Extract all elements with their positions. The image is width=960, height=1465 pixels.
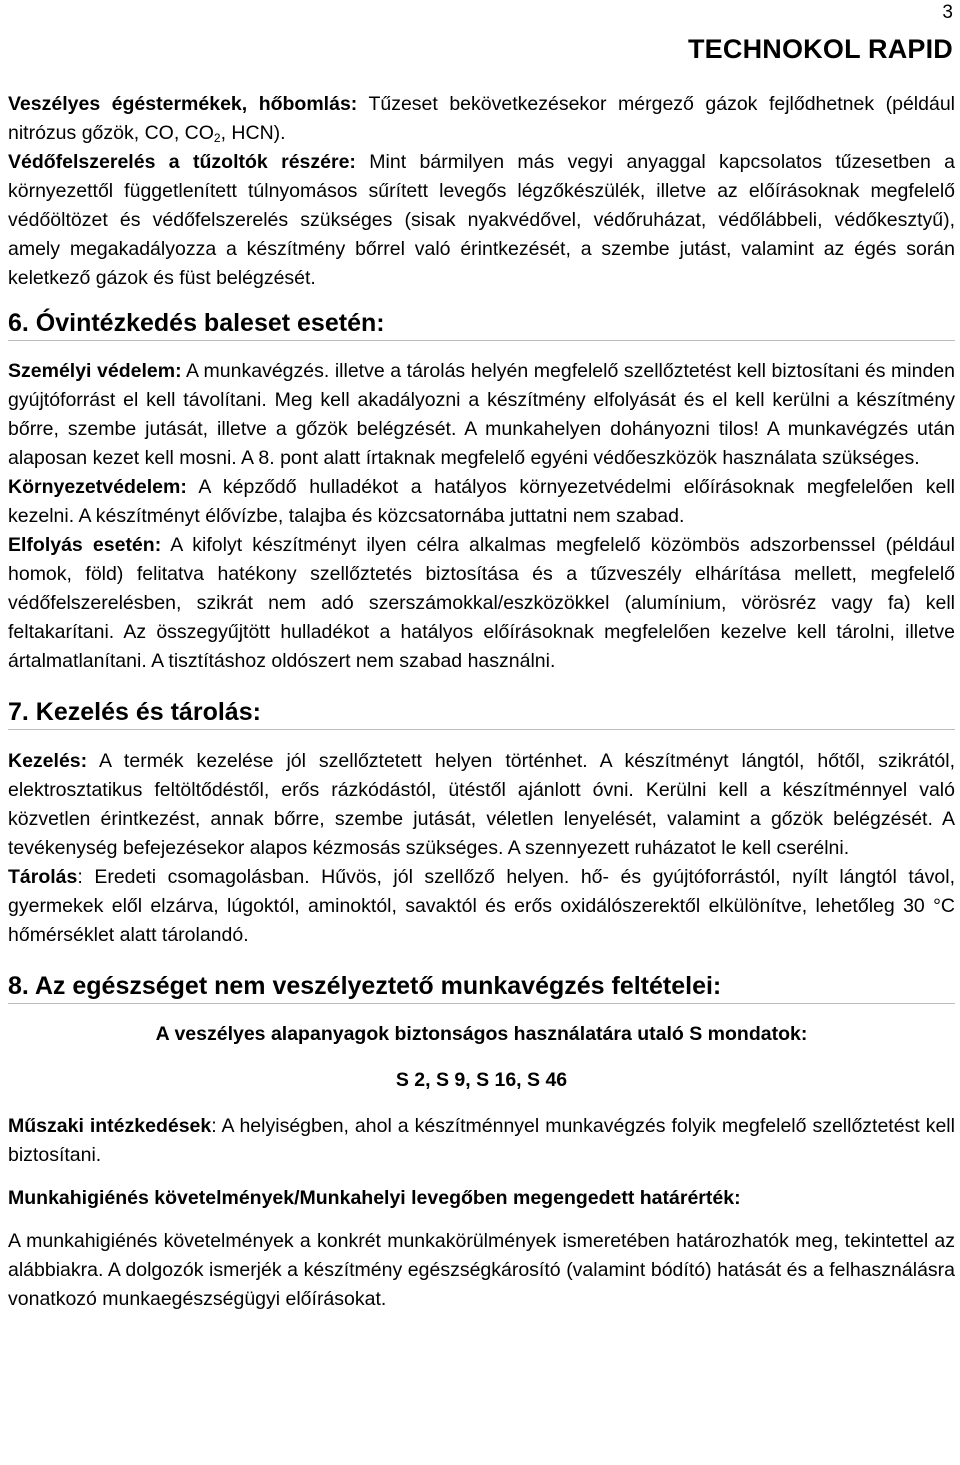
label-handling: Kezelés: — [8, 750, 88, 772]
text-storage: : Eredeti csomagolásban. Hűvös, jól szellőző helyen. hő- és gyújtóforrástól, nyílt lángtól távol, gyermekek elől elzárva, lúgoktól, aminoktól, savaktól és erős oxidálószerektől elkülönítve, lehetőleg 30 °C hőmérséklet alatt tárolandó. — [8, 866, 955, 946]
text-technical: : A helyiségben, ahol a készítménnyel munkavégzés folyik megfelelő szellőztetést kell biztosítani. — [8, 1115, 955, 1166]
label-firefighter: Védőfelszerelés a tűzoltók részére: — [8, 151, 356, 173]
s-phrases-codes: S 2, S 9, S 16, S 46 — [395, 1069, 568, 1091]
paragraph-spill — [8, 531, 955, 676]
paragraph-storage — [8, 863, 955, 950]
text-personal: A munkavégzés. illetve a tárolás helyén megfelelő szellőztetést kell biztosítani és minden gyújtóforrást el kell távolítani. Meg kell akadályozni a készítmény elfolyását és el kell kerülni a készítmény bőrre, szembe jutását, illetve a gőzök belégzését. A munkahelyen dohányozni tilos! A munkavégzés után alaposan kezet kell mosni. A 8. pont alatt írtaknak megfelelő egyéni védőeszközök használata szükséges. — [8, 360, 955, 469]
paragraph-handling — [8, 747, 955, 863]
product-name: TECHNOKOL RAPID — [687, 34, 953, 64]
s-phrases-heading: A veszélyes alapanyagok biztonságos használatára utaló S mondatok: — [155, 1023, 808, 1045]
paragraph-firefighter-equipment — [8, 148, 955, 293]
label-storage: Tárolás — [8, 866, 78, 888]
label-personal: Személyi védelem: — [8, 360, 182, 382]
body-content — [8, 90, 955, 1314]
label-technical: Műszaki intézkedések — [8, 1115, 212, 1137]
paragraph-environment — [8, 473, 955, 531]
label-environment: Környezetvédelem: — [8, 476, 187, 498]
paragraph-hygiene: A munkahigiénés követelmények a konkrét munkakörülmények ismeretében határozhatók meg, tekintettel az alábbiakra. A dolgozók ismerjék a készítmény egészségkárosító (valamint bódító) hatását és a felhasználásra vonatkozó munkaegészségügyi előírásokat. — [8, 1230, 955, 1310]
text-spill: A kifolyt készítményt ilyen célra alkalmas megfelelő közömbös adszorbenssel (például homok, föld) felitatva hatékony szellőztetés biztosítása és a tűzveszély elhárítása mellett, megfelelő védőfelszerelésben, szikrát nem adó szerszámokkal/eszközökkel (alumínium, vörösréz vagy fa) kell feltakarítani. Az összegyűjtött hulladékot a hatályos előírásoknak megfelelően kezelve kell tárolni, illetve ártalmatlanítani. A tisztításhoz oldószert nem szabad használni. — [8, 534, 955, 672]
text-environment: A képződő hulladékot a hatályos környezetvédelmi előírásoknak megfelelően kell kezelni. A készítményt élővízbe, talajba és közcsatornába juttatni nem szabad. — [8, 476, 955, 527]
page-number: 3 — [942, 2, 953, 23]
paragraph-personal-protection — [8, 357, 955, 473]
text-handling: A termék kezelése jól szellőztetett helyen történhet. A készítményt lángtól, hőtől, szikrától, elektrosztatikus feltöltődéstől, erős rázkódástól, ütéstől ajánlott óvni. Kerülni kell a készítménnyel való közvetlen érintkezést, annak bőrre, szembe jutását, véletlen lenyelését, valamint a gőzök belégzését. A tevékenység befejezésekor alapos kézmosás szükséges. A szennyezett ruházatot le kell cserélni. — [8, 750, 955, 859]
paragraph-combustion-products — [8, 90, 955, 148]
label-spill: Elfolyás esetén: — [8, 534, 162, 556]
text-combustion: Tűzeset bekövetkezésekor mérgező gázok fejlődhetnek (például nitrózus gőzök, CO, CO — [8, 93, 955, 144]
label-combustion: Veszélyes égéstermékek, hőbomlás: — [8, 93, 358, 115]
hygiene-heading: Munkahigiénés követelmények/Munkahelyi levegőben megengedett határérték: — [8, 1187, 741, 1209]
section-7-title: 7. Kezelés és tárolás: — [8, 696, 955, 730]
subscript: 2 — [213, 131, 221, 145]
text-combustion-tail: , HCN). — [220, 122, 286, 144]
paragraph-technical-measures — [8, 1112, 955, 1170]
section-6-title: 6. Óvintézkedés baleset esetén: — [8, 307, 955, 341]
text-firefighter: Mint bármilyen más vegyi anyaggal kapcsolatos tűzesetben a környezettől függetlenített túlnyomásos sűrített levegős légzőkészülék, illetve az előírásoknak megfelelő védőöltözet és védőfelszerelés szükséges (sisak nyakvédővel, védőruházat, védőlábbeli, védőkesztyű), amely megakadályozza a készítmény bőrrel való érintkezését, a szembe jutást, valamint az égés során keletkező gázok és füst belégzését. — [8, 151, 956, 289]
section-8-title: 8. Az egészséget nem veszélyeztető munkavégzés feltételei: — [8, 970, 955, 1004]
